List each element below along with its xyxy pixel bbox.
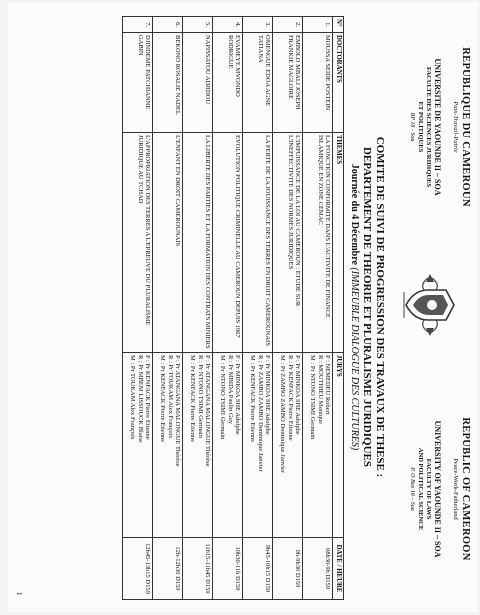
doctorant-name: NAPISSATOU ADJIDOU [183,33,213,133]
jury-member: R : Pr KENFACK Pierre Etienne [286,355,294,441]
jury-member: M : Pr KENFACK Pierre Etienne [159,355,167,443]
table-row [243,17,273,600]
date-time: 9h45-10h15 D159 [243,538,273,600]
thesis-theme: L'APPROPRIATION DES TERRES A L'EPREUVE DU PLURALISME JURIDIQUE AU TCHAD [123,133,153,353]
country-name-fr: REPUBLIQUE DU CAMEROUN [460,47,471,207]
jury-member: M : Pr KENFACK Pierre Etienne [249,355,257,443]
session-date: Journée du 4 Décembre [349,163,360,265]
header-doctorants: DOCTORANTS [333,33,344,133]
jury-member: P : Pr KENFACK Pierre Etienne [144,355,152,440]
date-time: 10h30-11h D159 [213,538,243,600]
jury-member: R : Pr MBEM LISSOUCK Blaise [136,355,144,443]
jury-member: M : Pr ZAMBO ZAMBO Dominique Janvier [279,355,287,474]
thesis-theme: L'ENFANT EN DROIT CAMEROUNAIS [153,133,183,353]
jury-member: M : Pr NTONO TSIMI Germain [309,355,317,440]
table-row [213,17,243,600]
jury-member: M : Pr KENFACK Pierre Etienne [189,355,197,443]
jury-cell [153,353,183,538]
university-logo [400,270,458,340]
jury-member: P : Pr ATANGANA MALONGUE Thérèse [174,355,182,467]
university-name-fr: UNIVERSITE DE YAOUNDE II – SOA [432,58,442,196]
faculty-line1-fr: FACULTE DES SCIENCES JURIDIQUES [424,66,432,188]
jury-member: M : Pr TOUKAM Alex François [129,355,137,440]
jury-member: P : Pr MINKOA SHE Adolphe [234,355,242,435]
jury-cell [243,353,273,538]
header-num: N° [333,17,344,33]
jury-member: M : Pr NTONO TSIMI Germain [219,355,227,440]
faculty-line1-en: FACULTY OF LAWS [424,458,432,520]
address-en: P. O Box 18 – Soa [409,467,416,511]
jury-cell [123,353,153,538]
thesis-theme: LA FONCTION CONFORMITE DANS L'ACTIVITE DE FINANCE ISLAMIQUE EN ZONE CEMAC [303,133,333,353]
row-number: 2. [273,17,303,33]
jury-cell [183,353,213,538]
jury-cell [303,353,333,538]
doctorant-name: MOUSSA SEIDE POSTEIN [303,33,333,133]
jury-member: R : Pr MBIDA Paulin Guy [226,355,234,425]
thesis-theme: LA LIBERTE DES PARTIES ET LA FORMATION DES CONTRATS MINIERS [183,133,213,353]
header-date-heure: DATE / HEURE [333,538,344,600]
title-line-1: COMITE DE SUIVI DE PROGRESSION DES TRAVAUX DE THESE : [374,136,386,478]
country-name-en: REPUBLIC OF CAMEROON [460,417,471,561]
page-number: 1 [15,592,23,596]
title-date-line [349,42,360,572]
jury-member: R : Pr TOUKAM Alex François [166,355,174,438]
motto-fr: Paix-Travail-Patrie [451,101,459,153]
row-number: 1. [303,17,333,33]
row-number: 3. [243,17,273,33]
faculty-line2-en: AND POLITICAL SCIENCE [416,447,424,531]
header-right [408,374,472,604]
table-row [153,17,183,600]
jury-cell [273,353,303,538]
date-time: 9h-9h30 D159 [273,538,303,600]
table-row [273,17,303,600]
address-fr: BP 18 - Soa [409,112,416,142]
row-number: 4. [213,17,243,33]
logo-emblem-icon [404,274,454,336]
doctorant-name: EVAMEYE MVONDO RODRIGUE [213,33,243,133]
date-time: 12h45-13h15 D159 [123,538,153,600]
date-time: 08h30-9h D159 [303,538,333,600]
motto-en: Peace-Work-Fatherland [451,458,459,520]
jury-cell [213,353,243,538]
table-row [303,17,333,600]
doctorant-name: OMENGUE EDOA AGNE TATIANA [243,33,273,133]
faculty-line2-fr: ET POLITIQUES [416,101,424,153]
header-themes: THEMES [333,133,344,353]
header-jurys: JURYS [333,353,344,538]
table-row [123,17,153,600]
jury-member: P : NEMEDEU Robert [324,355,332,415]
session-venue: (IMMEUBLE DIALOGUE DES CULTURES) [349,267,360,451]
row-number: 7. [123,17,153,33]
row-number: 6. [153,17,183,33]
jury-member: R : Pr NTONO TSIMI Germain [196,355,204,438]
university-name-en: UNIVERSITY OF YAOUNDE II – SOA [432,420,442,558]
rotated-document [8,2,478,612]
doctorant-name: EMBOLO MBALI JOSEPH FRANKIE MAGLOIRE [273,33,303,133]
header-left [408,12,472,242]
table-header-row [333,17,344,600]
jury-member: P : Pr ATANGANA MALONGUE Thérèse [204,355,212,467]
row-number: 5. [183,17,213,33]
jury-member: R : MOUTHIEU Monique [316,355,324,425]
doctorant-name: BEKONO ROSALIE NADEL [153,33,183,133]
schedule-table [122,16,344,600]
jury-member: P : Pr MINKOA SHE Adolphe [294,355,302,435]
jury-member: R : Pr ZAMBO ZAMBO Dominique Janvier [256,355,264,472]
jury-member: P : Pr MINKOA SHE Adolphe [264,355,272,435]
table-row [183,17,213,600]
date-time: 12h-12h30 D159 [153,538,183,600]
thesis-theme: LA PERTE DE LA JOUISSANCE DES TERRES EN DROIT CAMEROUNAIS [243,133,273,353]
doctorant-name: DJINDEME PATCHIANNE GABIN [123,33,153,133]
date-time: 11h15-11h45 D159 [183,538,213,600]
title-line-2: DEPARTEMENT DE THEORIE ET PLURALISME JURIDIQUES [361,146,373,467]
thesis-theme: EVOLUTION POLITIQUE CRIMINELLE AU CAMEROUN DEPUIS 1967 [213,133,243,353]
thesis-theme: L'IMPUISSANCE DE LA LOI AU CAMEROUN : ETUDE SUR L'INEFFECTIVITE DES NORMES JURIDIQUES [273,133,303,353]
table-body [123,17,333,600]
